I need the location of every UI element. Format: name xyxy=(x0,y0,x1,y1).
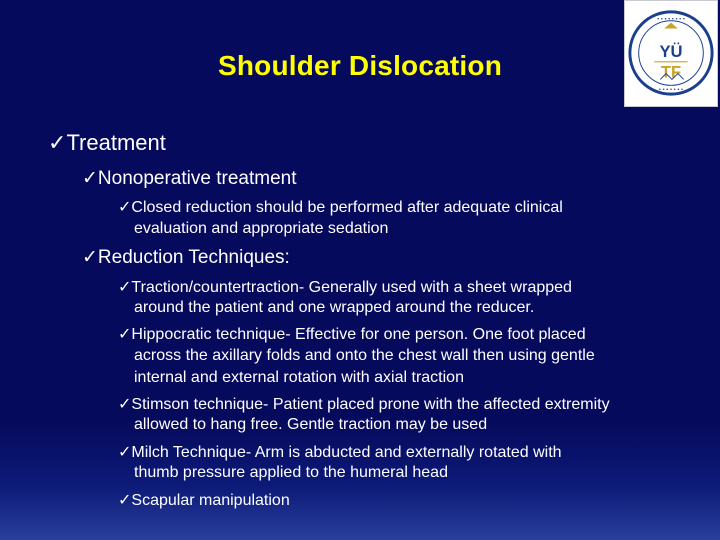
treatment-bullet xyxy=(48,130,166,156)
slide-title: Shoulder Dislocation xyxy=(217,50,503,81)
check-icon: ✓ xyxy=(82,167,98,189)
technique-text: Scapular manipulation xyxy=(131,492,290,509)
technique-text: Hippocratic technique- Effective for one person. One foot placed xyxy=(131,326,586,343)
check-icon: ✓ xyxy=(118,324,132,343)
check-icon: ✓ xyxy=(118,394,132,413)
technique-text-cont: across the axillary folds and onto the chest wall then using gentle xyxy=(134,347,595,364)
closed-reduction-bullet xyxy=(118,197,563,217)
technique-item xyxy=(118,277,572,297)
closed-reduction-text: Closed reduction should be performed after adequate clinical xyxy=(131,199,563,216)
check-icon: ✓ xyxy=(118,277,132,296)
check-icon: ✓ xyxy=(82,246,98,268)
check-icon: ✓ xyxy=(118,442,132,461)
svg-text:TF: TF xyxy=(660,62,682,82)
check-icon: ✓ xyxy=(48,131,67,156)
reduction-techniques-label: Reduction Techniques: xyxy=(97,247,290,268)
technique-text-cont: internal and external rotation with axial traction xyxy=(134,369,464,386)
reduction-techniques-bullet xyxy=(82,246,290,269)
svg-text:• • • • • • • •: • • • • • • • • xyxy=(657,16,685,23)
technique-text-cont: allowed to hang free. Gentle traction may be used xyxy=(134,416,488,433)
university-seal-icon xyxy=(625,1,717,106)
nonoperative-bullet xyxy=(82,167,296,190)
technique-text-cont: thumb pressure applied to the humeral head xyxy=(134,464,448,481)
check-icon: ✓ xyxy=(118,197,132,216)
treatment-label: Treatment xyxy=(66,130,166,155)
technique-item xyxy=(118,324,586,344)
svg-text:• • • • • • •: • • • • • • • xyxy=(658,87,684,94)
technique-item xyxy=(118,394,610,414)
university-logo xyxy=(624,0,718,107)
technique-text-cont: around the patient and one wrapped around the reducer. xyxy=(134,299,535,316)
nonoperative-label: Nonoperative treatment xyxy=(97,168,297,189)
technique-text: Milch Technique- Arm is abducted and externally rotated with xyxy=(131,444,562,461)
check-icon: ✓ xyxy=(118,490,132,509)
technique-item xyxy=(118,442,562,462)
technique-item xyxy=(118,490,290,510)
technique-text: Stimson technique- Patient placed prone with the affected extremity xyxy=(131,396,610,413)
closed-reduction-text-cont: evaluation and appropriate sedation xyxy=(134,220,389,237)
svg-text:YÜ: YÜ xyxy=(659,41,683,61)
technique-text: Traction/countertraction- Generally used with a sheet wrapped xyxy=(131,279,572,296)
